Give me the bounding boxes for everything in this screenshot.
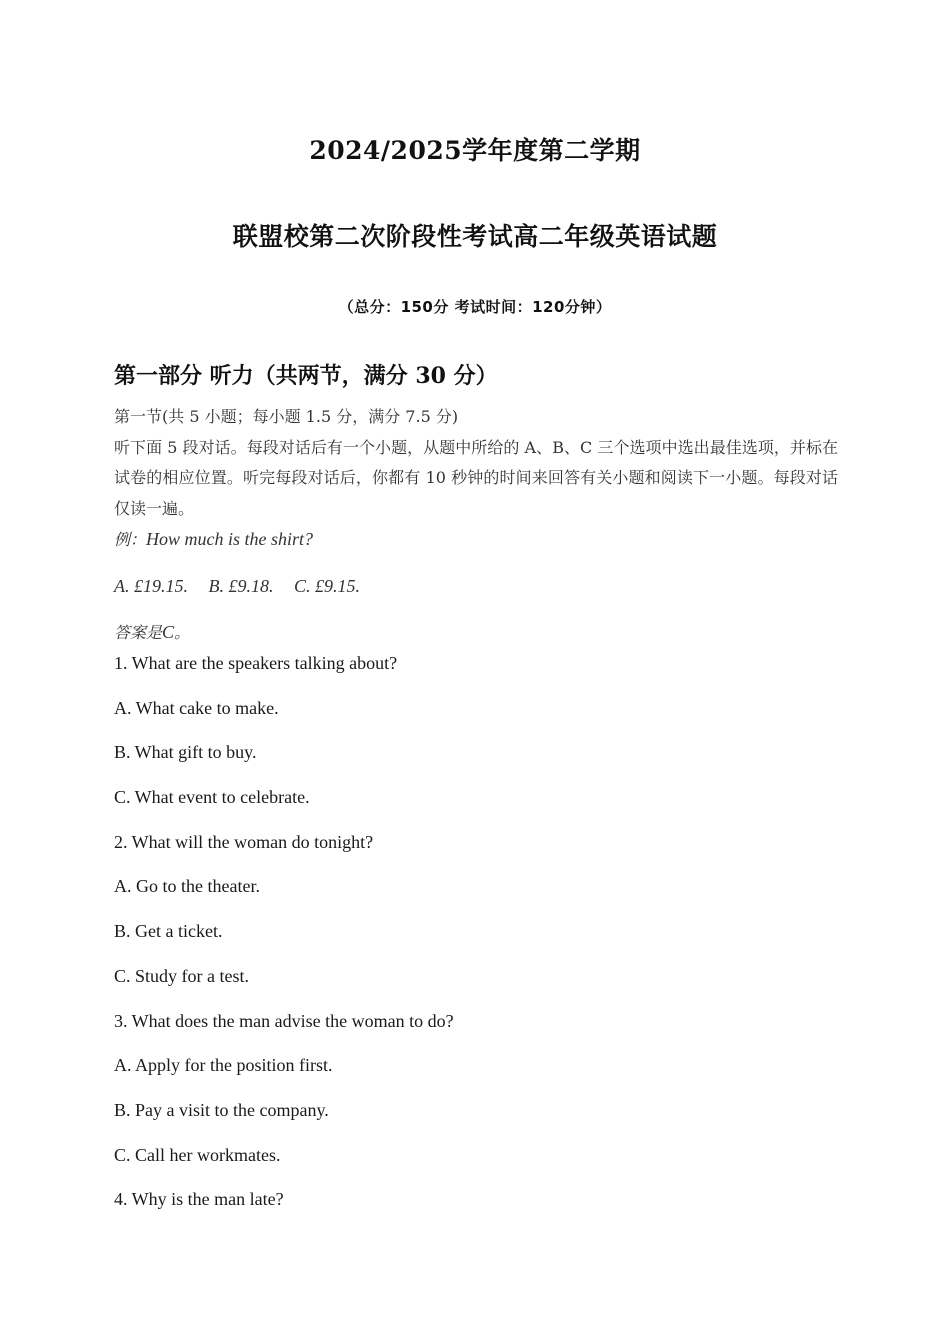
exam-title-name: 联盟校第二次阶段性考试高二年级英语试题 xyxy=(232,222,718,251)
exam-title-term: 2024/2025学年度第二学期 xyxy=(309,136,641,165)
exam-content xyxy=(114,360,838,1229)
example-prefix: 例： xyxy=(114,530,147,549)
example-question xyxy=(114,524,838,555)
question-1-option-a: A. What cake to make. xyxy=(114,697,279,718)
example-options xyxy=(114,571,838,601)
example-block xyxy=(114,524,838,648)
question-4: 4. Why is the man late? xyxy=(114,1189,284,1210)
question-1-option-b: B. What gift to buy. xyxy=(114,742,257,763)
example-answer-suffix: 。 xyxy=(174,623,191,642)
question-2-option-a: A. Go to the theater. xyxy=(114,876,260,897)
example-option-b: B. £9.18. xyxy=(208,576,274,596)
exam-score-time: （总分：150分 考试时间：120分钟） xyxy=(338,298,612,316)
question-1-option-c: C. What event to celebrate. xyxy=(114,787,310,808)
question-1: 1. What are the speakers talking about? xyxy=(114,653,398,673)
example-answer xyxy=(114,617,838,648)
question-3-option-c: C. Call her workmates. xyxy=(114,1144,281,1165)
example-answer-letter: C xyxy=(162,622,175,642)
question-3-option-b: B. Pay a visit to the company. xyxy=(114,1099,329,1120)
question-2-option-c: C. Study for a test. xyxy=(114,965,249,986)
part-one-heading: 第一部分 听力（共两节，满分 30 分） xyxy=(114,363,498,389)
question-list xyxy=(114,648,838,1214)
question-3-option-a: A. Apply for the position first. xyxy=(114,1055,333,1076)
example-option-c: C. £9.15. xyxy=(294,576,361,596)
example-answer-prefix: 答案是 xyxy=(114,623,163,642)
question-3: 3. What does the man advise the woman to do? xyxy=(114,1010,454,1031)
example-option-a: A. £19.15. xyxy=(114,576,188,596)
section-one-title: 第一节(共 5 小题；每小题 1.5 分，满分 7.5 分) xyxy=(114,407,459,426)
question-2: 2. What will the woman do tonight? xyxy=(114,831,374,852)
question-2-option-b: B. Get a ticket. xyxy=(114,921,223,942)
example-question-text: How much is the shirt? xyxy=(146,529,314,549)
listening-directions: 听下面 5 段对话。每段对话后有一个小题，从题中所给的 A、B、C 三个选项中选出最佳选项，并标在试卷的相应位置。听完每段对话后，你都有 10 秒钟的时间来回答有关小题和阅读下一小题。每段对话仅读一遍。 xyxy=(114,437,838,518)
